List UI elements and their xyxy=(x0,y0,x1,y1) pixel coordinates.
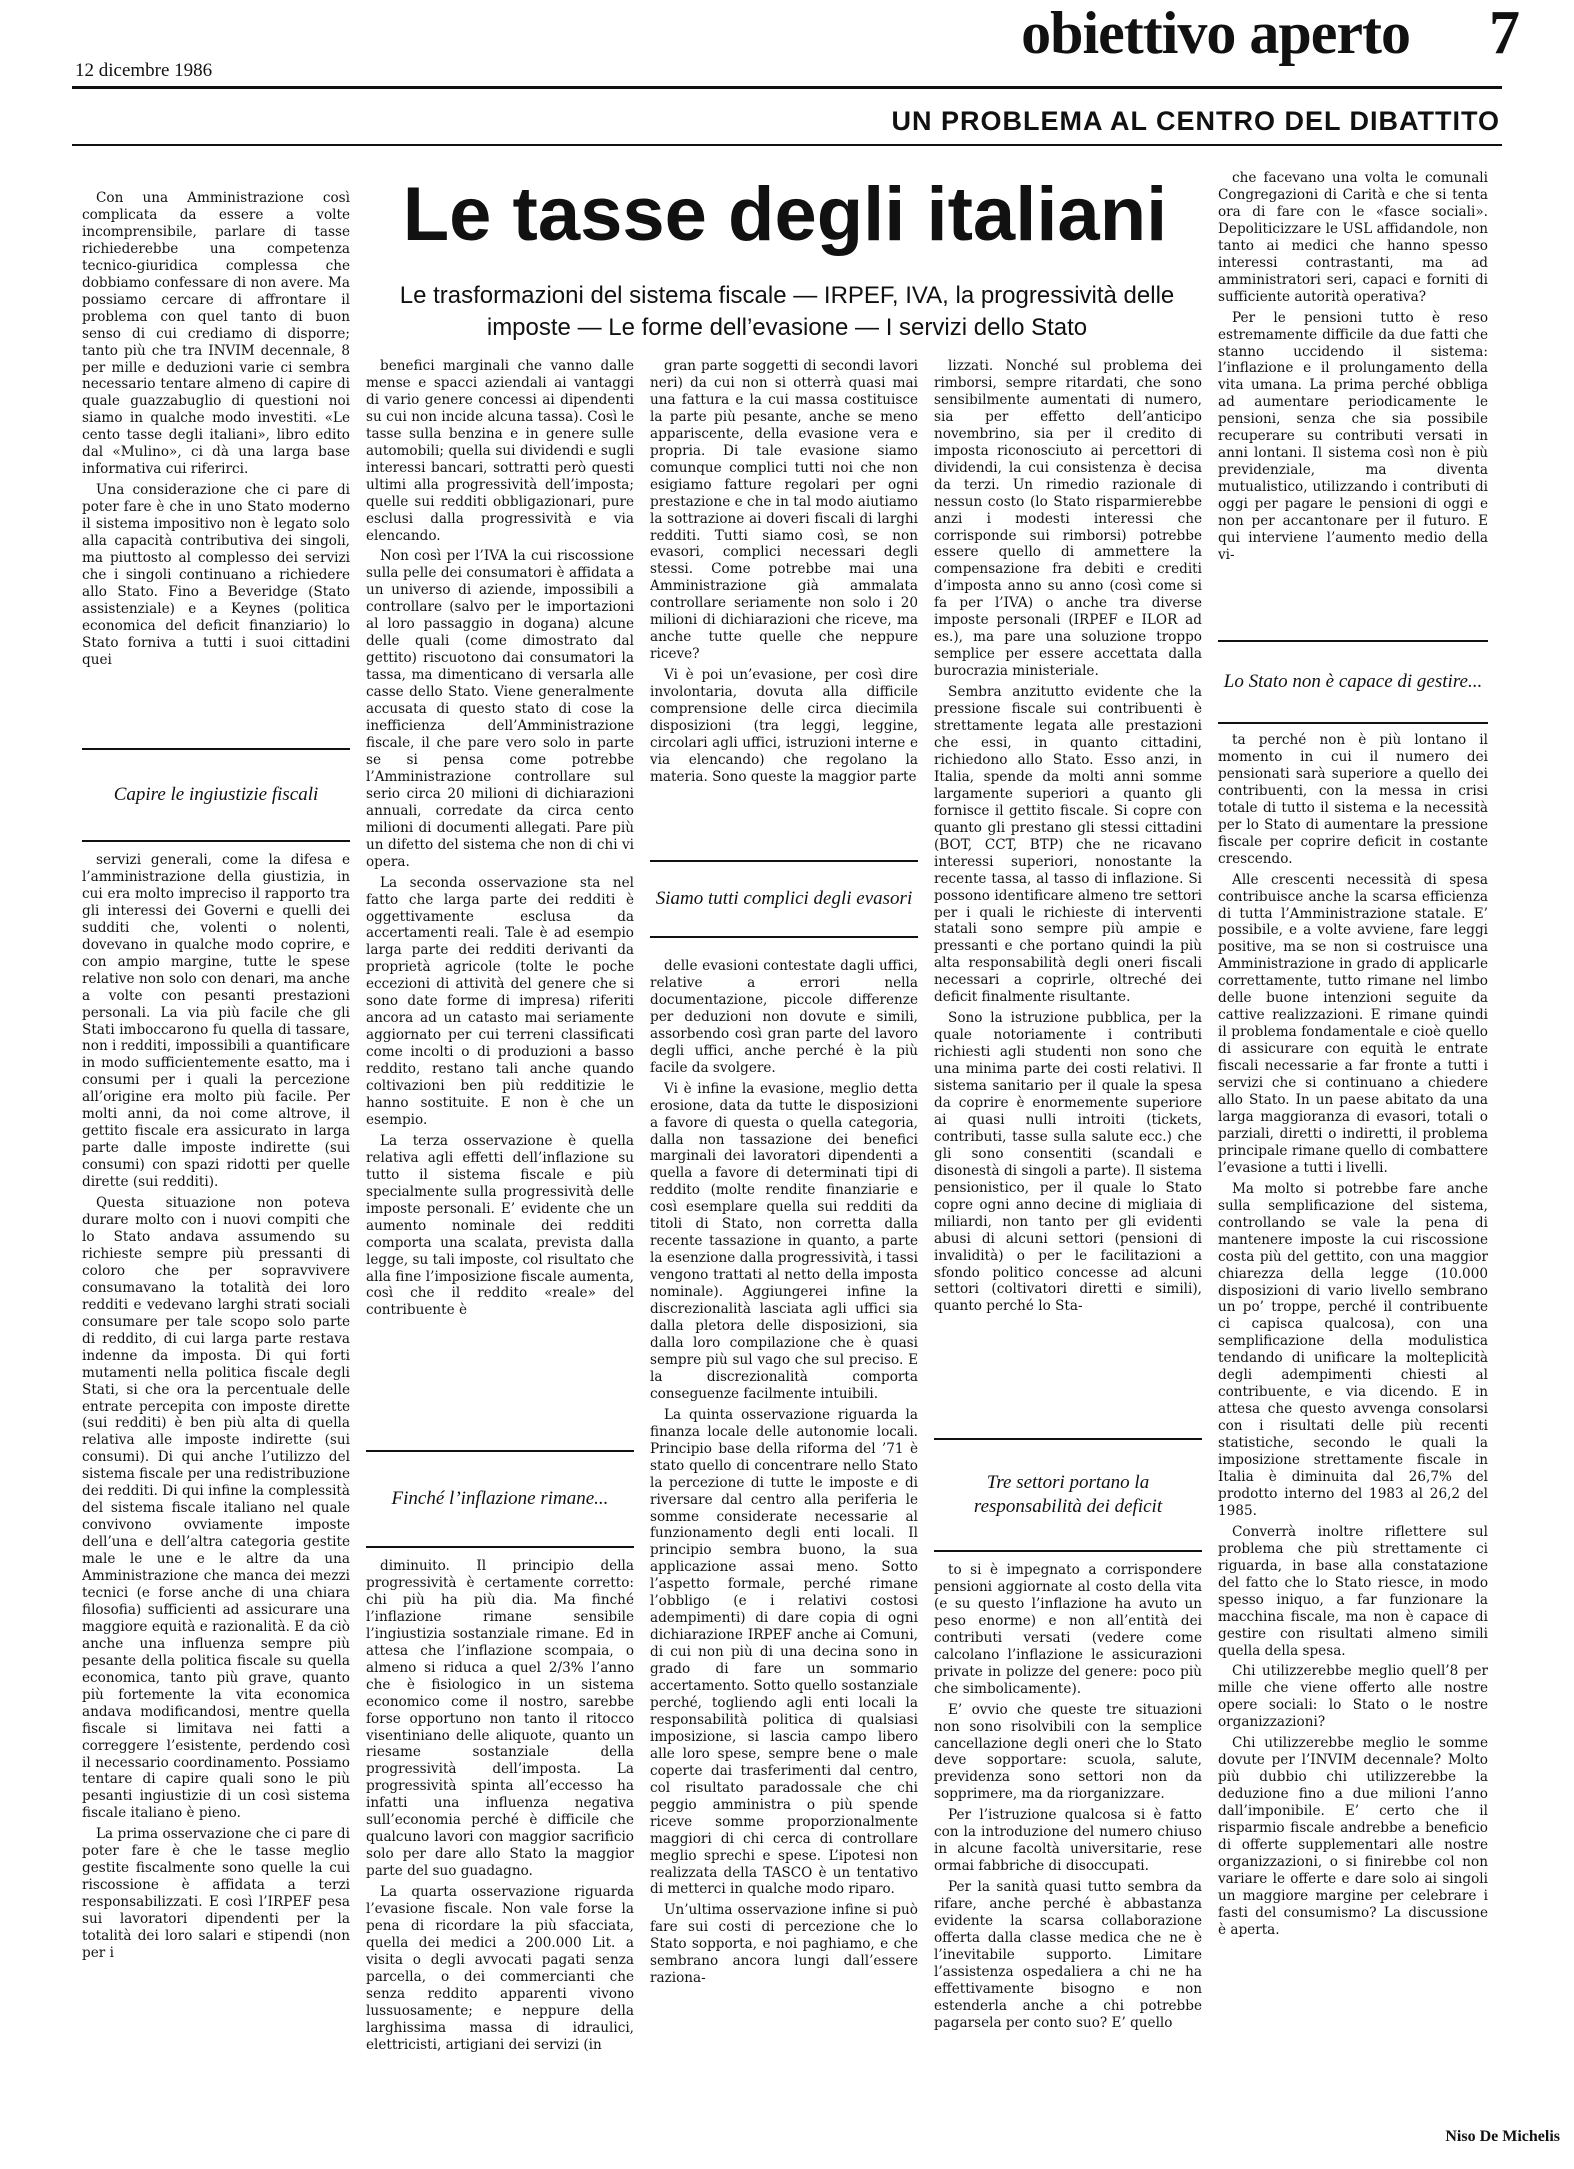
subhead-text: Lo Stato non è capace di gestire... xyxy=(1223,671,1483,692)
author-byline: Niso De Michelis xyxy=(1445,2128,1560,2145)
paragraph: Vi è poi un’evasione, per così dire involontaria, dovuta alla difficile comprensione delle circa diecimila disposizioni (tra leggi, leggine, circolari agli uffici, istruzioni interne e via elencando) che regolano la materia. Sono queste la maggior parte xyxy=(650,667,918,785)
masthead-title: obiettivo aperto xyxy=(1021,0,1410,66)
paragraph: La seconda osservazione sta nel fatto che larga parte dei redditi è oggettivamente esclusa da accertamenti reali. Tale è ad esempio larga parte dei redditi derivanti da proprietà agricole (tolte le poche eccezioni di attività del genere che si sono date forme di impresa) riferiti ancora ad un catasto mai seriamente aggiornato per cui terreni classificati come incolti o di produzioni a basso reddito, restano tali anche quando coltivazioni ben più redditizie le hanno sostituite. E non è che un esempio. xyxy=(366,874,634,1128)
section-kicker: UN PROBLEMA AL CENTRO DEL DIBATTITO xyxy=(891,106,1500,136)
paragraph: Ma molto si potrebbe fare anche sulla semplificazione del sistema, controllando se vale la pena di mantenere imposte la cui riscossione costa più del gettito, con una maggior chiarezza della legge (10.000 disposizioni di vario livello sembrano un po’ troppe, perché il contribuente ci capisca qualcosa), con una semplificazione della modulistica tendando di unificare la molteplicità degli adempimenti chiesti al contribuente, e via dicendo. E in attesa che questo avvenga consolarsi con i risultati delle più recenti statistiche, secondo le quali la imposizione strettamente fiscale in Italia è diminuita dal 26,7% del prodotto interno del 1983 al 26,2 del 1985. xyxy=(1218,1180,1488,1519)
column-4-bottom xyxy=(934,1562,1202,2154)
paragraph: gran parte soggetti di secondi lavori neri) da cui non si otterrà quasi mai una fattura e la cui massa costituisce la parte più pesante, anche se meno appariscente, della evasione vera e propria. Di tale evasione siamo comunque complici tutti noi che non esigiamo fatture regolari per ogni prestazione e che in tal modo aiutiamo la sottrazione ai doveri fiscali di larghi redditi. Tutti siamo così, se non evasori, complici necessari degli stessi. Come potrebbe mai una Amministrazione già ammalata controllare seriamente non solo i 20 milioni di dichiarazioni che riceve, ma anche tutte quelle che neppure riceve? xyxy=(650,358,918,663)
article-subtitle: Le trasformazioni del sistema fiscale — IRPEF, IVA, la progressività delle imposte — Le forme dell’evasione — I servizi dello Stato xyxy=(399,282,1175,341)
paragraph: Chi utilizzerebbe meglio quell’8 per mille che viene offerto alle nostre opere sociali: lo Stato o le nostre organizzazioni? xyxy=(1218,1663,1488,1731)
paragraph: lizzati. Nonché sul problema dei rimborsi, sempre ritardati, che sono sensibilmente aumentati di numero, sia per effetto dell’anticipo novembrino, sia per il credito di imposta riconosciuto ai percettori di dividendi, la cui consistenza è decisa da terzi. Un rimedio razionale di nessun costo (lo Stato risparmierebbe anzi i modesti interessi che corrisponde sui rimborsi) potrebbe essere quello di ammettere la compensazione fra debiti e crediti d’imposta anno su anno (così come si fa per l’IVA) o anche tra diverse imposte personali (IRPEF e ILOR ad es.), ma pare una soluzione troppo semplice per essere accettata dalla burocrazia ministeriale. xyxy=(934,358,1202,680)
paragraph: Per le pensioni tutto è reso estremamente difficile da due fatti che stanno uccidendo il sistema: l’inflazione e il prolungamento della vita umana. La prima perché obbliga ad aumentare periodicamente le pensioni, senza che sia possibile recuperare su contributi versati in anni lontani. Il sistema così non è più previdenziale, ma diventa mutualistico, utilizzando i contributi di oggi per pagare le pensioni di oggi e non per accantonare per il futuro. E qui interviene l’aumento medio della vi- xyxy=(1218,309,1488,563)
paragraph: La prima osservazione che ci pare di poter fare è che le tasse meglio gestite fiscalmente sono quelle la cui riscossione è affidata a terzi responsabilizzati. E così l’IRPEF pesa sui lavoratori dipendenti per la totalità dei loro salari e stipendi (non per i xyxy=(82,1826,350,1961)
subhead-box xyxy=(934,1438,1202,1552)
column-5-bottom xyxy=(1218,732,1488,2122)
top-rule xyxy=(72,86,1502,89)
paragraph: Sono la istruzione pubblica, per la quale notoriamente i contributi richiesti agli studenti non sono che una minima parte dei costi relativi. Il sistema sanitario per il quale la spesa da coprire è enormemente superiore ai quasi nulli introiti (tickets, contributi, tasse sulla salute ecc.) che gli sono consentiti (scandali e disonestà di singoli a parte). Il sistema pensionistico, per il quale lo Stato copre ogni anno decine di migliaia di miliardi, non tanto per gli evidenti abusi di alcuni settori (pensioni di invalidità) o per le facilitazioni a sfondo politico concesse ad alcuni settori (coltivatori diretti e simili), quanto perché lo Sta- xyxy=(934,1010,1202,1315)
column-3-bottom xyxy=(650,958,918,2154)
paragraph: benefici marginali che vanno dalle mense e spacci aziendali ai vantaggi di vario genere concessi ai dipendenti su cui non incide alcuna tassa). Così le tasse sulla benzina e in genere sulle automobili; quella sui dividendi e sugli interessi bancari, sottratti però questi ultimi alla progressività dell’imposta; quelle sui redditi obbligazionari, pure esclusi dalla progressività e via elencando. xyxy=(366,358,634,544)
subhead-box xyxy=(1218,640,1488,724)
subhead-text: Finché l’inflazione rimane... xyxy=(391,1488,609,1509)
paragraph: Per la sanità quasi tutto sembra da rifare, anche perché è abbastanza evidente la scarsa collaborazione offerta dalla classe medica che ne è l’inevitabile supporto. Limitare l’assistenza ospedaliera a chi ne ha effettivamente bisogno e non estenderla anche a chi potrebbe pagarsela per conto suo? E’ quello xyxy=(934,1879,1202,2031)
paragraph: Questa situazione non poteva durare molto con i nuovi compiti che lo Stato andava assumendo su richieste sempre più pressanti di coloro che per sopravvivere consumavano la totalità dei loro redditi e vedevano larghi strati sociali consumare per tale scopo solo parte di reddito, di cui larga parte restava indenne da imposta. Di qui forti mutamenti nella politica fiscale degli Stati, si che ora la percentuale delle entrate percepita con imposte dirette (sui redditi) è ben più alta di quella relativa alle imposte indirette (sui consumi). Di qui anche l’utilizzo del sistema fiscale per una redistribuzione dei redditi. Di qui infine la complessità del sistema fiscale italiano nel quale convivono ovviamente imposte dell’una e dell’altra categoria gestite male le une e le altre da una Amministrazione che manca dei mezzi tecnici (e forse anche di una chiara filosofia) sufficienti ad assicurare una maggiore equità e razionalità. E da ciò anche una influenza sempre più pesante della politica fiscale su quella economica, tanto più grave, quanto più fortemente la vita economica andava modificandosi, mentre quella fiscale si limitava nei fatti a correggere l’esistente, perdendo così il necessario coordinamento. Possiamo tentare di capire quali sono le più pesanti ingiustizie di un così sistema fiscale italiano è pieno. xyxy=(82,1195,350,1822)
paragraph: La quinta osservazione riguarda la finanza locale delle autonomie locali. Principio base della riforma del ’71 è stato quello di concentrare nello Stato la percezione di tutte le imposte e di riversare dal centro alla periferia le somme considerate necessarie al funzionamento degli enti locali. Il principio sembra buono, la sua applicazione assai meno. Sotto l’aspetto formale, perché rimane l’obbligo (e i relativi costosi adempimenti) di dare copia di ogni dichiarazione IRPEF anche ai Comuni, di cui non più di una decina sono in grado di fare un sommario accertamento. Sotto quello sostanziale perché, togliendo agli enti locali la responsabilità politica di qualsiasi imposizione, si lascia campo libero alle loro spese, sempre bene o male coperte dai trasferimenti dal centro, col risultato paradossale che chi peggio amministra o più spende riceve somme proporzionalmente maggiori di chi cerca di controllare meglio sprechi e spese. L’ipotesi non realizzata della TASCO è un tentativo di metterci in qualche modo riparo. xyxy=(650,1406,918,1898)
paragraph: Converrà inoltre riflettere sul problema che più strettamente ci riguarda, in base alla constatazione del fatto che lo Stato riesce, in modo spesso iniquo, a far funzionare la macchina fiscale, ma non è capace di gestire con risultati almeno simili quella della spesa. xyxy=(1218,1523,1488,1659)
paragraph: E’ ovvio che queste tre situazioni non sono risolvibili con la semplice cancellazione degli oneri che lo Stato deve sopportare: scuola, salute, previdenza sono settori non da sopprimere, ma da riorganizzare. xyxy=(934,1701,1202,1803)
column-2-bottom xyxy=(366,1558,634,2154)
column-2-top xyxy=(366,358,634,1436)
paragraph: diminuito. Il principio della progressività è certamente corretto: chi più ha più dia. Ma finché l’inflazione rimane sensibile l’ingiustizia sostanziale rimane. Ed in attesa che l’inflazione scompaia, o almeno si riduca a quel 2/3% l’anno che è fisiologico in un sistema economico come il nostro, sarebbe forse opportuno non tanto il ritocco visentiniano delle aliquote, quanto un riesame sostanziale della progressività dell’imposta. La progressività spinta all’eccesso ha infatti una influenza negativa sull’economia perché è difficile che qualcuno lavori con maggior sacrificio solo per dare allo Stato la maggior parte del suo guadagno. xyxy=(366,1558,634,1880)
subhead-text: Siamo tutti complici degli evasori xyxy=(655,888,913,909)
paragraph: ta perché non è più lontano il momento in cui il numero dei pensionati sarà superiore a quello dei contribuenti, con la messa in crisi totale di tutto il sistema e la necessità per lo Stato di aumentare la pressione fiscale per coprire deficit in costante crescendo. xyxy=(1218,732,1488,867)
paragraph: Una considerazione che ci pare di poter fare è che in uno Stato moderno il sistema impositivo non è legato solo alla capacità contributiva dei singoli, ma piuttosto al complesso dei servizi che i singoli continuano a richiedere allo Stato. Fino a Beveridge (Stato assistenziale) e a Keynes (politica economica del deficit finanziario) lo Stato forniva a tutti i suoi cittadini quei xyxy=(82,482,350,668)
paragraph: Non così per l’IVA la cui riscossione sulla pelle dei consumatori è affidata a un universo di aziende, impossibili a controllare (salvo per le importazioni al loro passaggio in dogana) alcune delle quali (come dimostrato dal gettito) riscuotono dai consumatori la tassa, ma dimenticano di versarla alle casse dello Stato. Viene generalmente accusata di questo stato di cose la inefficienza dell’Amministrazione fiscale, il che pare vero solo in parte se si pensa come potrebbe l’Amministrazione controllare sul serio circa 20 milioni di dichiarazioni annuali, corredate da circa cento milioni di documenti allegati. Pare più un difetto del sistema che non di chi vi opera. xyxy=(366,548,634,870)
paragraph: Vi è infine la evasione, meglio detta erosione, data da tutte le disposizioni a favore di questa o quella categoria, dalla non tassazione dei benefici marginali dei lavoratori dipendenti a quella a favore di determinati tipi di reddito (molte rendite finanziarie e così esemplare quella sui redditi da titoli di Stato, non corretta dalla recente tassazione in quanto, a parte la esenzione dalla progressività, i tassi vengono trattati al netto della imposta nominale). Aggiungerei infine la discrezionalità lasciata agli uffici sia dalla pletora delle disposizioni, sia dalla loro compilazione che è quasi sempre più sul vago che sul preciso. E la discrezionalità comporta conseguenze facilmente intuibili. xyxy=(650,1080,918,1402)
paragraph: Sembra anzitutto evidente che la pressione fiscale sui contribuenti è strettamente legata alle prestazioni che essi, in quanto cittadini, richiedono allo Stato. Esso anzi, in Italia, spende da molti anni somme largamente superiori a quanto gli forniscе il gettito fiscale. Si copre con quanto gli prestano gli stessi cittadini (BOT, CCT, BTP) che ne ricavano interessi superiori, nonostante la recente tassa, al tasso di inflazione. Si possono identificare almeno tre settori per i quali le richieste di interventi statali sono sempre più ampie e pressanti e che portano quindi la più alta responsabilità degli oneri fiscali necessari a coprirle, oltreché dei deficit finalmente risultante. xyxy=(934,684,1202,1006)
paragraph: Alle crescenti necessità di spesa contribuisce anche la scarsa efficienza di tutta l’Amministrazione statale. E’ possibile, e a volte avviene, fare leggi positive, ma se non si costruisce una Amministrazione in grado di applicarle correttamente, tutto rimane nel limbo delle buone intenzioni seguite da cattive realizzazioni. E rimane quindi il problema fondamentale e cioè quello di assicurare con equità le entrate fiscali necessarie a far fronte a tutti i servizi che si continuano a chiedere allo Stato. In un paese abitato da una larga maggioranza di evasori, totali o parziali, diretti o indiretti, il problema principale rimane quello di combattere l’evasione a tutti i livelli. xyxy=(1218,871,1488,1176)
paragraph: to si è impegnato a corrispondere pensioni aggiornate al costo della vita (e su questo l’inflazione ha avuto un peso enorme) e non all’entità dei contributi versati (vedere come calcolano l’inflazione le assicurazioni private in polizze del genere: poco più che simbolicamente). xyxy=(934,1562,1202,1697)
column-5-top xyxy=(1218,170,1488,630)
kicker-rule xyxy=(72,144,1502,146)
paragraph: La quarta osservazione riguarda l’evasione fiscale. Non vale forse la pena di ricordare la più sfacciata, quella dei medici a 200.000 Lit. a visita o degli avvocati pagati senza parcella, o dei commercianti che senza reddito apparenti vivono lussuosamente; e neppure della larghissima massa di idraulici, elettricisti, artigiani dei servizi (in xyxy=(366,1884,634,2053)
paragraph: delle evasioni contestate dagli uffici, relative a errori nella documentazione, piccole differenze per deduzioni non dovute e simili, assorbendo così gran parte del lavoro degli uffici, anche perché è la più facile da svolgere. xyxy=(650,958,918,1076)
paragraph: servizi generali, come la difesa e l’amministrazione della giustizia, in cui era molto impreciso il rapporto tra gli interessi dei Governi e quelli dei sudditi che, volenti o nolenti, dovevano in qualche modo coprire, e con ampio margine, tutte le spese relative non solo con denari, ma anche a volte con pesanti prestazioni personali. La via più facile che gli Stati imboccarono fu quella di tassare, non i redditi, impossibili a quantificare in modo sufficientemente esatto, ma i consumi per i quali la percezione all’origine era molto più facile. Per molti anni, da noi come altrove, il gettito fiscale era assicurato in larga parte dalle imposte indirette (sui consumi) con spazi ridotti per quelle dirette (sui redditi). xyxy=(82,852,350,1191)
column-1-bottom xyxy=(82,852,350,2154)
paragraph: Con una Amministrazione così complicata da essere a volte incomprensibile, parlare di tasse richiederebbe una competenza tecnico-giuridica complessa che dobbiamo confessare di non avere. Ma possiamo cercare di affrontare il problema con quel tanto di buon senso di cui crediamo di disporre; tanto più che tra INVIM decennale, 8 per mille e deduzioni varie ci sembra necessario tentare almeno di capire di quale guazzabuglio di questioni noi siamo in qualche modo investiti. «Le cento tasse degli italiani», libro edito dal «Mulino», ci dà una larga base informativa cui riferirci. xyxy=(82,190,350,478)
subhead-text: Capire le ingiustizie fiscali xyxy=(113,784,319,805)
page-number: 7 xyxy=(1489,0,1520,67)
subhead-box xyxy=(650,860,918,938)
column-3-top xyxy=(650,358,918,826)
paragraph: Per l’istruzione qualcosa si è fatto con la introduzione del numero chiuso in alcune facoltà universitarie, rese ormai fabbriche di disoccupati. xyxy=(934,1807,1202,1875)
paragraph: La terza osservazione è quella relativa agli effetti dell’inflazione su tutto il sistema fiscale e più specialmente sulla progressività delle imposte personali. E’ evidente che un aumento nominale dei redditi comporta una scalata, prevista dalla legge, su tali imposte, col risultato che alla fine l’imposizione fiscale aumenta, così che il reddito «reale» del contribuente è xyxy=(366,1132,634,1319)
subhead-box xyxy=(366,1450,634,1548)
subhead-box xyxy=(82,748,350,842)
issue-date: 12 dicembre 1986 xyxy=(75,60,213,81)
subhead-text: Tre settori portano la responsabilità dei deficit xyxy=(973,1472,1163,1517)
column-1-top xyxy=(82,190,350,710)
paragraph: Un’ultima osservazione infine si può fare sui costi di percezione che lo Stato sopporta, e noi paghiamo, e che sembrano ancora lungi dall’essere raziona- xyxy=(650,1902,918,1987)
paragraph: Chi utilizzerebbe meglio le somme dovute per l’INVIM decennale? Molto più dubbio chi utilizzerebbe la deduzione fino a due milioni l’anno dall’imponibile. E’ certo che il risparmio fiscale andrebbe a beneficio di offerte supplementari alle nostre organizzazioni, o si finirebbe col non variare le offerte e dare solo ai singoli un maggiore margine per celebrare i fasti del consumismo? La discussione è aperta. xyxy=(1218,1735,1488,1938)
article-headline: Le tasse degli italiani xyxy=(402,172,1168,257)
column-4-top xyxy=(934,358,1202,1438)
paragraph: che facevano una volta le comunali Congregazioni di Carità e che si tenta ora di fare con le «fasce sociali». Depoliticizzare le USL affidandole, non tanto ai medici che hanno spesso interessi contrastanti, ma ad amministratori seri, capaci e forniti di sufficiente autorità operativa? xyxy=(1218,170,1488,305)
